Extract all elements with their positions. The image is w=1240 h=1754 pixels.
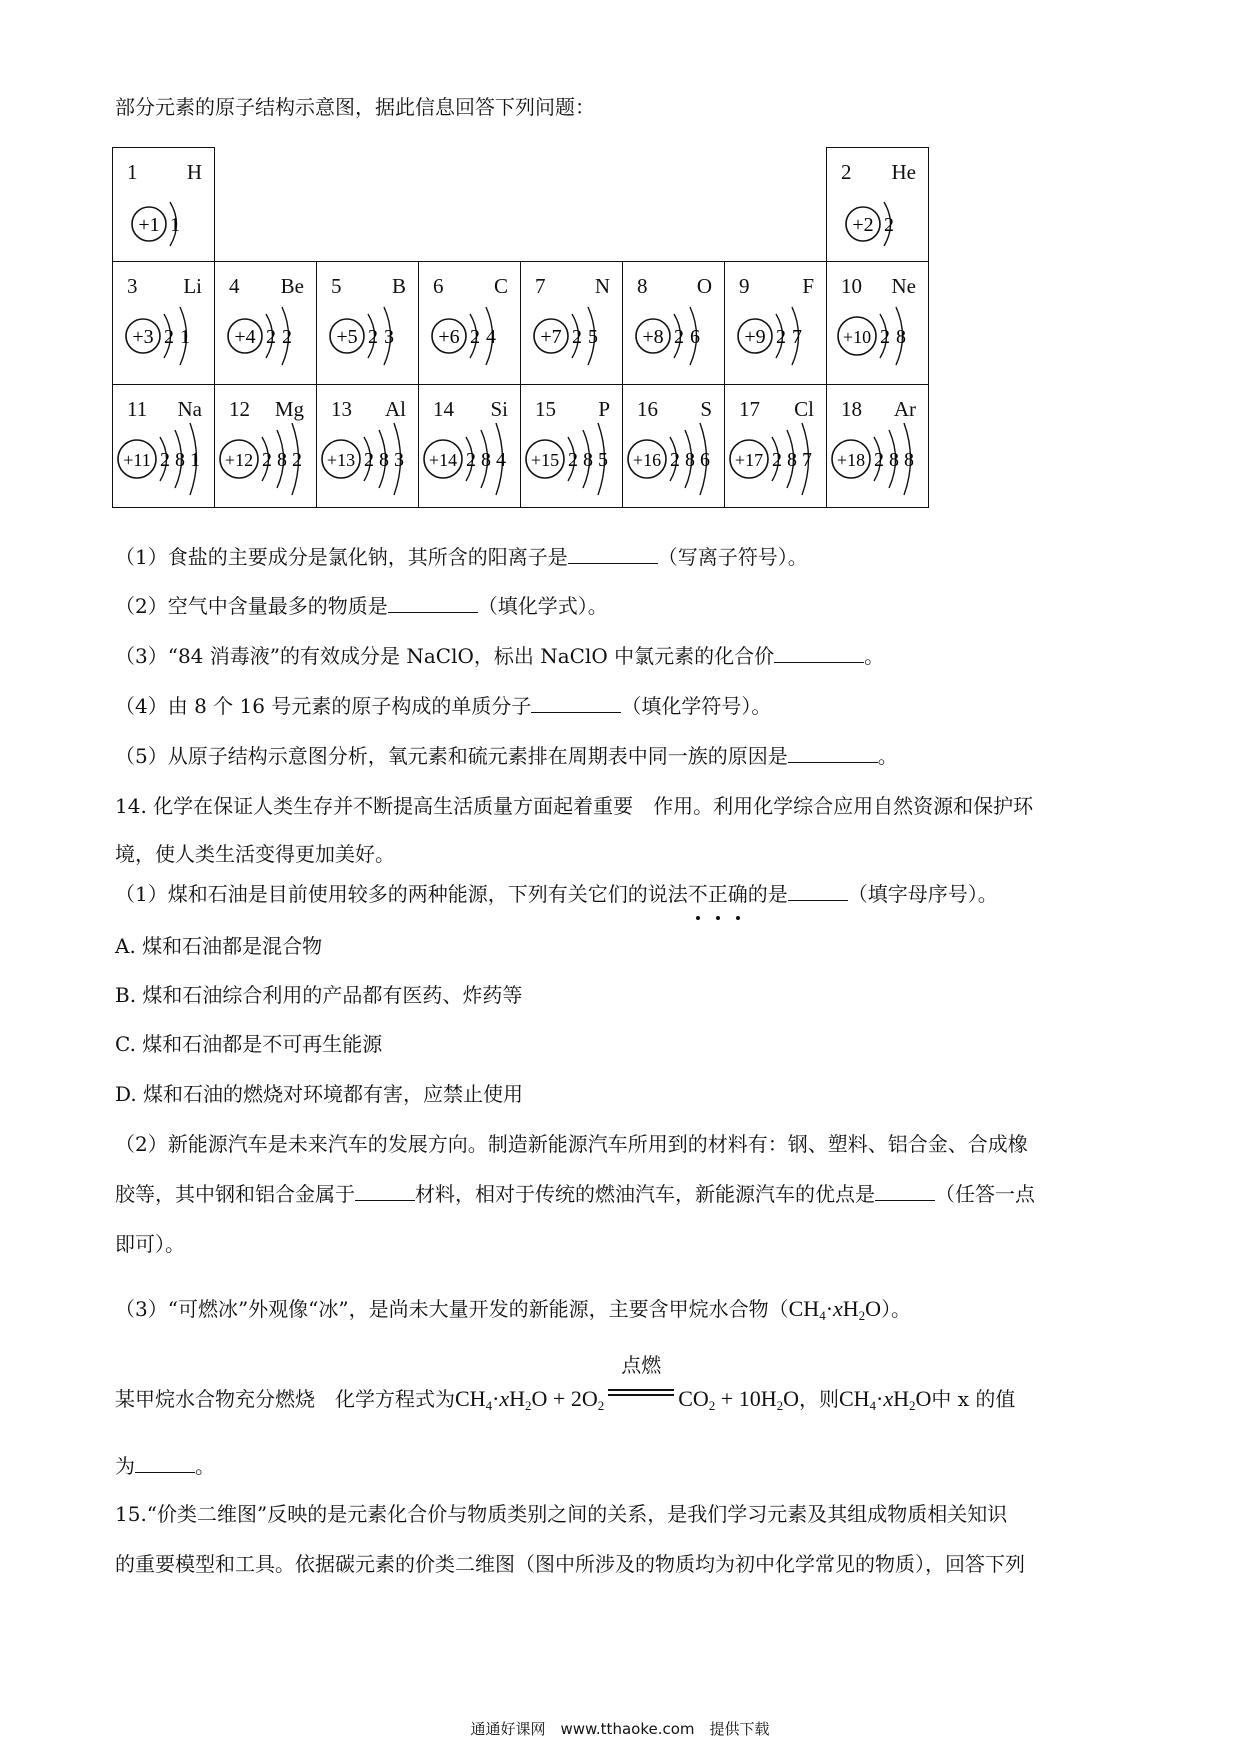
atom-structure-diagram [317, 300, 419, 385]
answer-blank[interactable] [388, 611, 478, 613]
answer-blank[interactable] [788, 899, 848, 901]
q13-part3: （3）“84 消毒液”的有效成分是 NaClO，标出 NaClO 中氯元素的化合价 。 [115, 644, 885, 668]
nucleus-charge: +14 [428, 450, 458, 470]
electron-count: 6 [700, 449, 710, 471]
electron-count: 2 [164, 326, 174, 348]
atomic-number: 1 [127, 160, 138, 184]
hydrate-formula: $CH_4\cdot xH_2O$ [838, 1386, 932, 1413]
electron-count: 8 [685, 449, 695, 471]
atom-structure-diagram [623, 423, 725, 508]
element-symbol: B [391, 274, 406, 298]
answer-blank[interactable] [355, 1199, 415, 1201]
electron-count: 2 [466, 449, 476, 471]
q13-part5: （5）从原子结构示意图分析，氧元素和硫元素排在周期表中同一族的原因是 。 [115, 744, 898, 768]
element-cell-li [112, 261, 215, 385]
nucleus-charge: +1 [138, 214, 160, 236]
element-cell-ar [826, 384, 929, 508]
element-symbol: O [696, 274, 712, 298]
electron-count: 2 [572, 326, 582, 348]
electron-count: 8 [896, 326, 906, 348]
electron-count: 2 [874, 449, 884, 471]
electron-count: 4 [496, 449, 506, 471]
atom-structure-diagram [521, 300, 623, 385]
electron-count: 2 [160, 449, 170, 471]
atomic-number: 12 [229, 397, 250, 421]
atom-structure-diagram [113, 186, 215, 262]
electron-count: 8 [379, 449, 389, 471]
option-d: D. 煤和石油的燃烧对环境都有害，应禁止使用 [115, 1082, 524, 1106]
element-symbol: N [594, 274, 610, 298]
element-cell-o [622, 261, 725, 385]
atom-structure-diagram [623, 300, 725, 385]
electron-count: 2 [674, 326, 684, 348]
atomic-number: 10 [841, 274, 862, 298]
electron-count: 5 [588, 326, 598, 348]
atomic-number: 4 [229, 274, 240, 298]
answer-blank[interactable] [135, 1471, 195, 1473]
electron-count: 1 [170, 214, 180, 236]
atom-structure-diagram [827, 186, 929, 262]
atom-structure-diagram [215, 423, 317, 508]
answer-blank[interactable] [531, 711, 621, 713]
atom-structure-diagram [419, 300, 521, 385]
electron-count: 8 [904, 449, 914, 471]
element-cell-mg [214, 384, 317, 508]
element-cell-cl [724, 384, 827, 508]
nucleus-charge: +8 [642, 326, 664, 348]
element-cell-al [316, 384, 419, 508]
atomic-number: 18 [841, 397, 862, 421]
element-cell-b [316, 261, 419, 385]
electron-count: 2 [568, 449, 578, 471]
electron-count: 7 [802, 449, 812, 471]
nucleus-charge: +12 [224, 450, 254, 470]
atomic-number: 8 [637, 274, 648, 298]
nucleus-charge: +18 [836, 450, 866, 470]
atomic-number: 13 [331, 397, 352, 421]
atomic-number: 11 [127, 397, 148, 421]
element-symbol: S [700, 397, 712, 421]
emphasis-char: 正 [708, 880, 728, 908]
electron-count: 2 [364, 449, 374, 471]
atom-structure-diagram [113, 300, 215, 385]
atom-structure-diagram [827, 423, 929, 508]
atom-structure-diagram [419, 423, 521, 508]
element-symbol: C [493, 274, 508, 298]
atomic-number: 9 [739, 274, 750, 298]
nucleus-charge: +3 [132, 326, 154, 348]
electron-count: 2 [772, 449, 782, 471]
q14-stem-line1: 14. 化学在保证人类生存并不断提高生活质量方面起着重要 作用。利用化学综合应用自然资源和保护环 [115, 794, 1034, 818]
element-symbol: Al [385, 397, 406, 421]
nucleus-charge: +9 [744, 326, 766, 348]
element-cell-si [418, 384, 521, 508]
nucleus-charge: +16 [632, 450, 662, 470]
element-cell-na [112, 384, 215, 508]
atom-structure-diagram [725, 300, 827, 385]
atom-structure-diagram [215, 300, 317, 385]
atomic-number: 16 [637, 397, 658, 421]
element-cell-f [724, 261, 827, 385]
q15-stem-line1: 15.“价类二维图”反映的是元素化合价与物质类别之间的关系，是我们学习元素及其组成物质相关知识 [115, 1502, 1008, 1526]
reaction-condition: 点燃 [606, 1378, 676, 1406]
electron-count: 2 [776, 326, 786, 348]
hydrate-formula: $CH_4\cdot xH_2O$ [788, 1296, 882, 1323]
atomic-number: 15 [535, 397, 556, 421]
element-symbol: F [802, 274, 814, 298]
element-cell-n [520, 261, 623, 385]
element-symbol: Ar [893, 397, 916, 421]
electron-count: 2 [282, 326, 292, 348]
option-c: C. 煤和石油都是不可再生能源 [115, 1032, 383, 1056]
q15-stem-line2: 的重要模型和工具。依据碳元素的价类二维图（图中所涉及的物质均为初中化学常见的物质），回答下列 [115, 1552, 1025, 1576]
electron-count: 4 [486, 326, 496, 348]
element-symbol: P [598, 397, 610, 421]
electron-count: 2 [670, 449, 680, 471]
electron-count: 5 [598, 449, 608, 471]
q14-part1: （1）煤和石油是目前使用较多的两种能源，下列有关它们的说法不 正 确 的是 （填字母序号）。 [115, 880, 1140, 908]
electron-count: 7 [792, 326, 802, 348]
electron-count: 8 [583, 449, 593, 471]
footer-credit: 通通好课网 www.tthaoke.com 提供下载 [470, 1720, 770, 1738]
electron-count: 8 [175, 449, 185, 471]
answer-blank[interactable] [875, 1199, 935, 1201]
atom-structure-diagram [521, 423, 623, 508]
emphasis-char: 不 [688, 880, 708, 908]
nucleus-charge: +6 [438, 326, 460, 348]
electron-count: 2 [292, 449, 302, 471]
element-cell-ne [826, 261, 929, 385]
element-symbol: Na [177, 397, 202, 421]
electron-count: 1 [180, 326, 190, 348]
element-symbol: H [186, 160, 202, 184]
intro-text: 部分元素的原子结构示意图，据此信息回答下列问题： [115, 95, 595, 119]
periodic-table [112, 147, 937, 527]
electron-count: 2 [884, 214, 894, 236]
option-b: B. 煤和石油综合利用的产品都有医药、炸药等 [115, 983, 523, 1007]
nucleus-charge: +2 [852, 214, 874, 236]
atomic-number: 6 [433, 274, 444, 298]
element-cell-c [418, 261, 521, 385]
electron-count: 2 [368, 326, 378, 348]
electron-count: 3 [384, 326, 394, 348]
atomic-number: 5 [331, 274, 342, 298]
answer-blank[interactable] [774, 661, 864, 663]
electron-count: 8 [889, 449, 899, 471]
element-cell-h [112, 147, 215, 262]
electron-count: 2 [266, 326, 276, 348]
element-symbol: Ne [891, 274, 916, 298]
q14-part2-line3: 即可）。 [115, 1232, 185, 1256]
atomic-number: 7 [535, 274, 546, 298]
atom-structure-diagram [317, 423, 419, 508]
element-symbol: Li [183, 274, 202, 298]
q14-part3-line3: 为 。 [115, 1454, 215, 1478]
q14-stem-line2: 境，使人类生活变得更加美好。 [115, 842, 395, 866]
electron-count: 2 [470, 326, 480, 348]
nucleus-charge: +7 [540, 326, 562, 348]
electron-count: 8 [787, 449, 797, 471]
nucleus-charge: +15 [530, 450, 560, 470]
element-symbol: Mg [274, 397, 304, 421]
electron-count: 1 [190, 449, 200, 471]
element-symbol: Si [490, 397, 508, 421]
element-symbol: Cl [794, 397, 814, 421]
combustion-equation: $CH_4\cdot xH_2O + 2O_2$ 点燃 $CO_2 + 10H_2O$ [455, 1355, 799, 1413]
electron-count: 8 [481, 449, 491, 471]
q14-part2-line1: （2）新能源汽车是未来汽车的发展方向。制造新能源汽车所用到的材料有：钢、塑料、铝合金、合成橡 [115, 1132, 1028, 1156]
q14-part3-line2: 某甲烷水合物充分燃烧 化学方程式为$CH_4\cdot xH_2O + 2O_2$ 点燃 $CO_2 + 10H_2O$，则$CH_4\cdot xH_2O$中 x 的值 [115, 1355, 1016, 1413]
element-symbol: He [891, 160, 916, 184]
atomic-number: 2 [841, 160, 852, 184]
element-cell-he [826, 147, 929, 262]
atom-structure-diagram [725, 423, 827, 508]
electron-count: 2 [262, 449, 272, 471]
option-a: A. 煤和石油都是混合物 [115, 934, 323, 958]
q14-part2-line2: 胶等，其中钢和铝合金属于 材料，相对于传统的燃油汽车，新能源汽车的优点是 （任答一点 [115, 1182, 1035, 1206]
q14-part3-line1: （3）“可燃冰”外观像“冰”，是尚未大量开发的新能源，主要含甲烷水合物$(CH_4\cdot xH_2O)$。 [115, 1296, 912, 1323]
q13-part4: （4）由 8 个 16 号元素的原子构成的单质分子 （填化学符号）。 [115, 694, 772, 718]
atom-structure-diagram [113, 423, 215, 508]
q13-part1: （1）食盐的主要成分是氯化钠，其所含的阳离子是 （写离子符号）。 [115, 545, 808, 569]
nucleus-charge: +17 [734, 450, 764, 470]
element-symbol: Be [280, 274, 304, 298]
nucleus-charge: +10 [842, 327, 872, 347]
atomic-number: 14 [433, 397, 454, 421]
emphasis-char: 确 [728, 880, 748, 908]
atom-structure-diagram [827, 300, 929, 385]
nucleus-charge: +4 [234, 326, 256, 348]
element-cell-be [214, 261, 317, 385]
electron-count: 8 [277, 449, 287, 471]
nucleus-charge: +13 [326, 450, 356, 470]
electron-count: 6 [690, 326, 700, 348]
atomic-number: 3 [127, 274, 138, 298]
nucleus-charge: +11 [123, 450, 151, 470]
nucleus-charge: +5 [336, 326, 358, 348]
electron-count: 2 [880, 326, 890, 348]
element-cell-p [520, 384, 623, 508]
answer-blank[interactable] [788, 761, 878, 763]
q13-part2: （2）空气中含量最多的物质是 （填化学式）。 [115, 594, 608, 618]
answer-blank[interactable] [568, 562, 658, 564]
atomic-number: 17 [739, 397, 760, 421]
electron-count: 3 [394, 449, 404, 471]
element-cell-s [622, 384, 725, 508]
